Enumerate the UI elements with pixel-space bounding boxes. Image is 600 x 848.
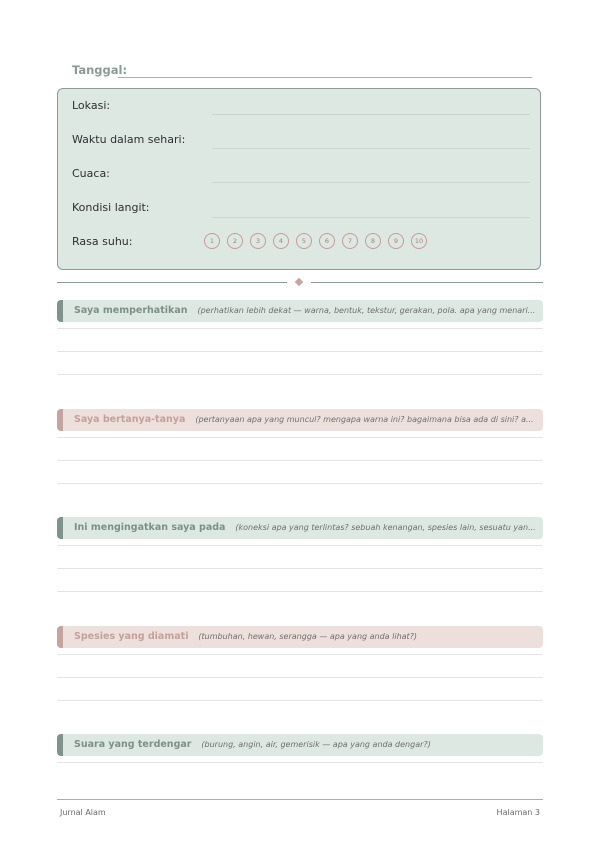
section-title: Suara yang terdengar	[74, 739, 192, 750]
scale-option-2[interactable]: 2	[227, 233, 243, 249]
weather-label: Cuaca:	[72, 167, 110, 180]
section-title: Spesies yang diamati	[74, 631, 189, 642]
divider-line-right	[311, 282, 543, 283]
section-accent-bar	[57, 517, 63, 539]
footer-page-number: Halaman 3	[496, 808, 540, 817]
weather-field[interactable]	[212, 182, 530, 183]
writing-line[interactable]	[57, 568, 543, 569]
diamond-icon	[295, 278, 303, 286]
section-header	[57, 409, 543, 431]
writing-line[interactable]	[57, 591, 543, 592]
divider-line-left	[57, 282, 287, 283]
section-header	[57, 734, 543, 756]
location-label: Lokasi:	[72, 99, 111, 112]
writing-line[interactable]	[57, 677, 543, 678]
date-input-line[interactable]	[118, 77, 532, 78]
section-accent-bar	[57, 734, 63, 756]
sky-condition-field[interactable]	[212, 217, 530, 218]
scale-option-9[interactable]: 9	[388, 233, 404, 249]
scale-option-7[interactable]: 7	[342, 233, 358, 249]
scale-option-1[interactable]: 1	[204, 233, 220, 249]
scale-option-3[interactable]: 3	[250, 233, 266, 249]
section-title: Saya memperhatikan	[74, 305, 188, 316]
section-accent-bar	[57, 626, 63, 648]
footer-journal-title: Jurnal Alam	[60, 808, 106, 817]
scale-option-4[interactable]: 4	[273, 233, 289, 249]
location-field[interactable]	[212, 114, 530, 115]
section-hint: (perhatikan lebih dekat — warna, bentuk, tekstur, gerakan, pola. apa yang menari...	[197, 306, 536, 315]
section-accent-bar	[57, 300, 63, 322]
section-title: Ini mengingatkan saya pada	[74, 522, 226, 533]
temperature-label: Rasa suhu:	[72, 235, 133, 248]
writing-line[interactable]	[57, 460, 543, 461]
section-header	[57, 626, 543, 648]
section-hint: (tumbuhan, hewan, serangga — apa yang anda lihat?)	[198, 632, 418, 641]
scale-option-6[interactable]: 6	[319, 233, 335, 249]
date-row	[72, 62, 532, 80]
section-accent-bar	[57, 409, 63, 431]
scale-option-8[interactable]: 8	[365, 233, 381, 249]
date-label: Tanggal:	[72, 63, 128, 77]
time-of-day-field[interactable]	[212, 148, 530, 149]
writing-line[interactable]	[57, 351, 543, 352]
writing-line[interactable]	[57, 654, 543, 655]
scale-option-10[interactable]: 10	[411, 233, 427, 249]
section-title: Saya bertanya-tanya	[74, 414, 186, 425]
section-hint: (pertanyaan apa yang muncul? mengapa warna ini? bagaimana bisa ada di sini? a...	[195, 415, 534, 424]
footer-divider	[57, 799, 543, 800]
writing-line[interactable]	[57, 328, 543, 329]
sky-condition-label: Kondisi langit:	[72, 201, 150, 214]
time-of-day-label: Waktu dalam sehari:	[72, 133, 186, 146]
writing-line[interactable]	[57, 700, 543, 701]
section-hint: (koneksi apa yang terlintas? sebuah kenangan, spesies lain, sesuatu yan...	[235, 523, 536, 532]
writing-line[interactable]	[57, 374, 543, 375]
writing-line[interactable]	[57, 545, 543, 546]
info-box	[57, 88, 541, 270]
section-header	[57, 300, 543, 322]
section-header	[57, 517, 543, 539]
writing-line[interactable]	[57, 762, 543, 763]
section-hint: (burung, angin, air, gemerisik — apa yang anda dengar?)	[201, 740, 431, 749]
writing-line[interactable]	[57, 437, 543, 438]
ornament-divider	[57, 277, 543, 288]
writing-line[interactable]	[57, 483, 543, 484]
scale-option-5[interactable]: 5	[296, 233, 312, 249]
